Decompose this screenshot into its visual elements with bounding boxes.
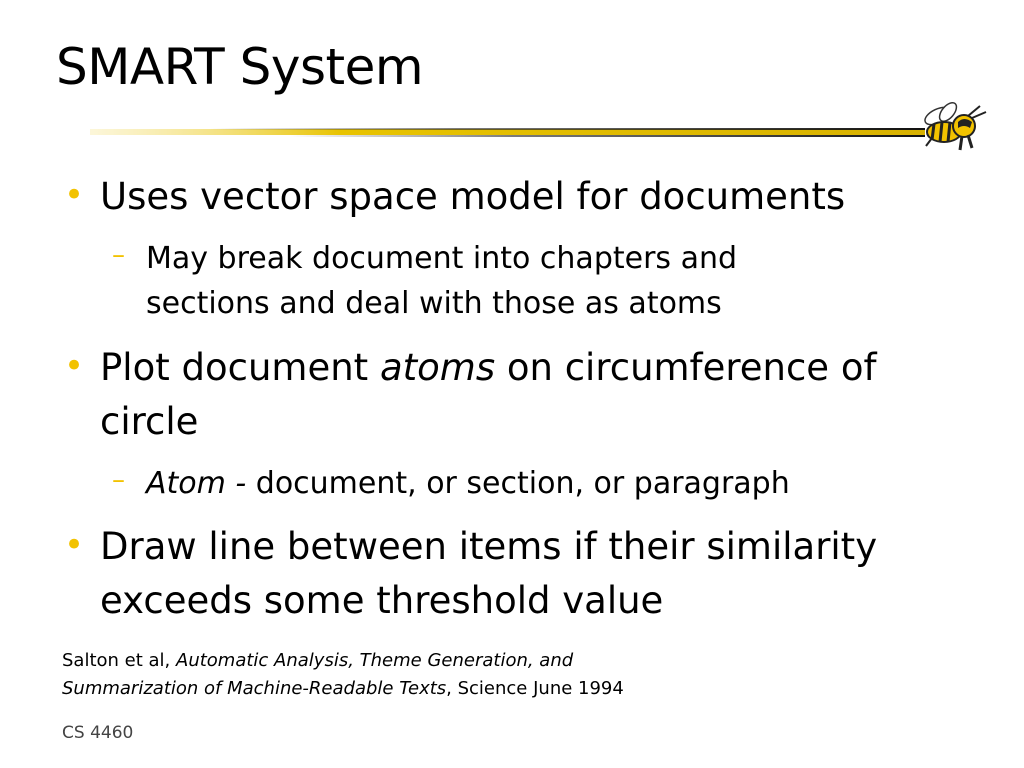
slide-title: SMART System bbox=[56, 38, 424, 96]
footer-course-label: CS 4460 bbox=[62, 723, 134, 743]
bullet-text-italic: atoms bbox=[379, 346, 496, 389]
bullet-line: circle bbox=[100, 400, 199, 443]
citation-authors: Salton et al, bbox=[62, 650, 176, 671]
sub-bullet-line: sections and deal with those as atoms bbox=[146, 286, 722, 321]
citation bbox=[62, 647, 762, 703]
sub-bullet-italic: Atom - bbox=[146, 466, 247, 501]
bullet-icon: • bbox=[64, 175, 85, 215]
citation-source: , Science June 1994 bbox=[446, 678, 624, 699]
yellow-jacket-icon bbox=[918, 100, 990, 158]
bullet-icon: • bbox=[64, 346, 85, 386]
citation-title: Summarization of Machine-Readable Texts bbox=[62, 678, 447, 699]
bullet-item bbox=[64, 520, 960, 628]
sub-bullet-text: document, or section, or paragraph bbox=[246, 466, 790, 501]
dash-icon: – bbox=[112, 240, 125, 270]
bullet-text: on circumference of bbox=[495, 346, 877, 389]
bullet-line: Draw line between items if their similarity bbox=[100, 525, 878, 568]
sub-bullet-line: May break document into chapters and bbox=[146, 241, 738, 276]
bullet-line: exceeds some threshold value bbox=[100, 579, 664, 622]
sub-bullet-item bbox=[112, 461, 946, 506]
bullet-icon: • bbox=[64, 525, 85, 565]
bullet-item bbox=[64, 341, 960, 449]
citation-title: Automatic Analysis, Theme Generation, and bbox=[176, 650, 574, 671]
bullet-text: Plot document bbox=[100, 346, 380, 389]
bullet-line bbox=[100, 341, 960, 395]
bullet-text: Uses vector space model for documents bbox=[100, 175, 846, 218]
bullet-item bbox=[64, 170, 960, 224]
dash-icon: – bbox=[112, 465, 125, 495]
title-underline-rule bbox=[90, 126, 930, 142]
sub-bullet-item bbox=[112, 236, 946, 326]
